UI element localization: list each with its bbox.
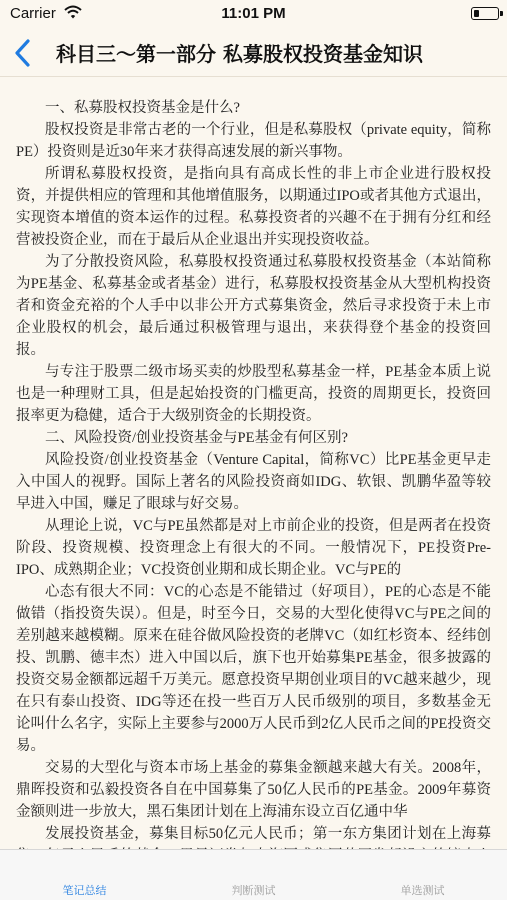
article-paragraph: 交易的大型化与资本市场上基金的募集金额越来越大有关。2008年，鼎晖投资和弘毅投资各自在中国募集了50亿人民币的PE基金。2009年募资金额则进一步放大，黑石集团计划在上海浦东设立百亿通中华 [16, 760, 491, 820]
article-paragraph: 所谓私募股权投资，是指向具有高成长性的非上市企业进行股权投资，并提供相应的管理和其他增值服务，以期通过IPO或者其他方式退出，实现资本增值的资本运作的过程。私募投资者的兴趣不在于拥有分红和经营被投资企业，而在于最后从企业退出并实现投资收益。 [16, 166, 491, 248]
article-paragraph: 为了分散投资风险，私募股权投资通过私募股权投资基金（本站简称为PE基金、私募基金或者基金）进行，私募股权投资基金从大型机构投资者和资金充裕的个人手中以非公开方式募集资金，然后寻求投资于未上市企业股权的机会，最后通过积极管理与退出，来获得登个基金的投资回报。 [16, 254, 491, 358]
tab-single-choice-test[interactable]: 单选测试 [400, 884, 445, 897]
article-paragraph: 风险投资/创业投资基金（Venture Capital，简称VC）比PE基金更早走入中国人的视野。国际上著名的风险投资商如IDG、软银、凯鹏华盈等较早进入中国，赚足了眼球与好交易。 [16, 452, 491, 512]
battery-icon [471, 7, 499, 20]
article-paragraph: 股权投资是非常古老的一个行业，但是私募股权（private equity，简称PE）投资则是近30年来才获得高速发展的新兴事物。 [16, 122, 491, 160]
tab-true-false-test[interactable]: 判断测试 [231, 884, 276, 897]
article-paragraph: 心态有很大不同：VC的心态是不能错过（好项目），PE的心态是不能做错（指投资失误）。但是，时至今日，交易的大型化使得VC与PE之间的差别越来越模糊。原来在硅谷做风险投资的老牌VC（如红杉资本、经纬创投、凯鹏、德丰杰）进入中国以后，旗下也开始募集PE基金，很多披露的投资交易金额都远超千万美元。愿意投资早期创业项目的VC越来越少，现在只有泰山投资、IDG等还在投一些百万人民币级别的项目，多数基金无论叫什么名字，实际上主要参与2000万人民币到2亿人民币之间的PE投资交易。 [16, 584, 491, 754]
article-paragraph: 发展投资基金，募集目标50亿元人民币；第一东方集团计划在上海募 [45, 826, 491, 842]
article-heading-2: 二、风险投资/创业投资基金与PE基金有何区别? [45, 430, 348, 446]
page-title: 科目三～第一部分 私募股权投资基金知识 [56, 42, 423, 66]
chevron-left-icon [8, 36, 38, 70]
article-heading-1: 一、私募股权投资基金是什么? [45, 100, 240, 116]
article-paragraph: 从理论上说，VC与PE虽然都是对上市前企业的投资，但是两者在投资阶段、投资规模、投资理念上有很大的不同。一般情况下，PE投资Pre-IPO、成熟期企业；VC投资创业期和成长期企业。VC与PE的 [16, 518, 491, 578]
tab-notes-summary[interactable]: 笔记总结 [62, 884, 107, 897]
navigation-bar [0, 28, 507, 77]
article-body[interactable] [0, 77, 507, 849]
tab-bar [0, 849, 507, 900]
status-time: 11:01 PM [221, 5, 286, 22]
carrier-label: Carrier [10, 5, 56, 22]
article-paragraph: 与专注于股票二级市场买卖的炒股型私募基金一样，PE基金本质上说也是一种理财工具，但是起始投资的门槛更高，投资的周期更长，投资回报率更为稳健，适合于大级别资金的长期投资。 [16, 364, 491, 424]
back-button[interactable] [8, 36, 44, 70]
status-bar [0, 0, 507, 28]
